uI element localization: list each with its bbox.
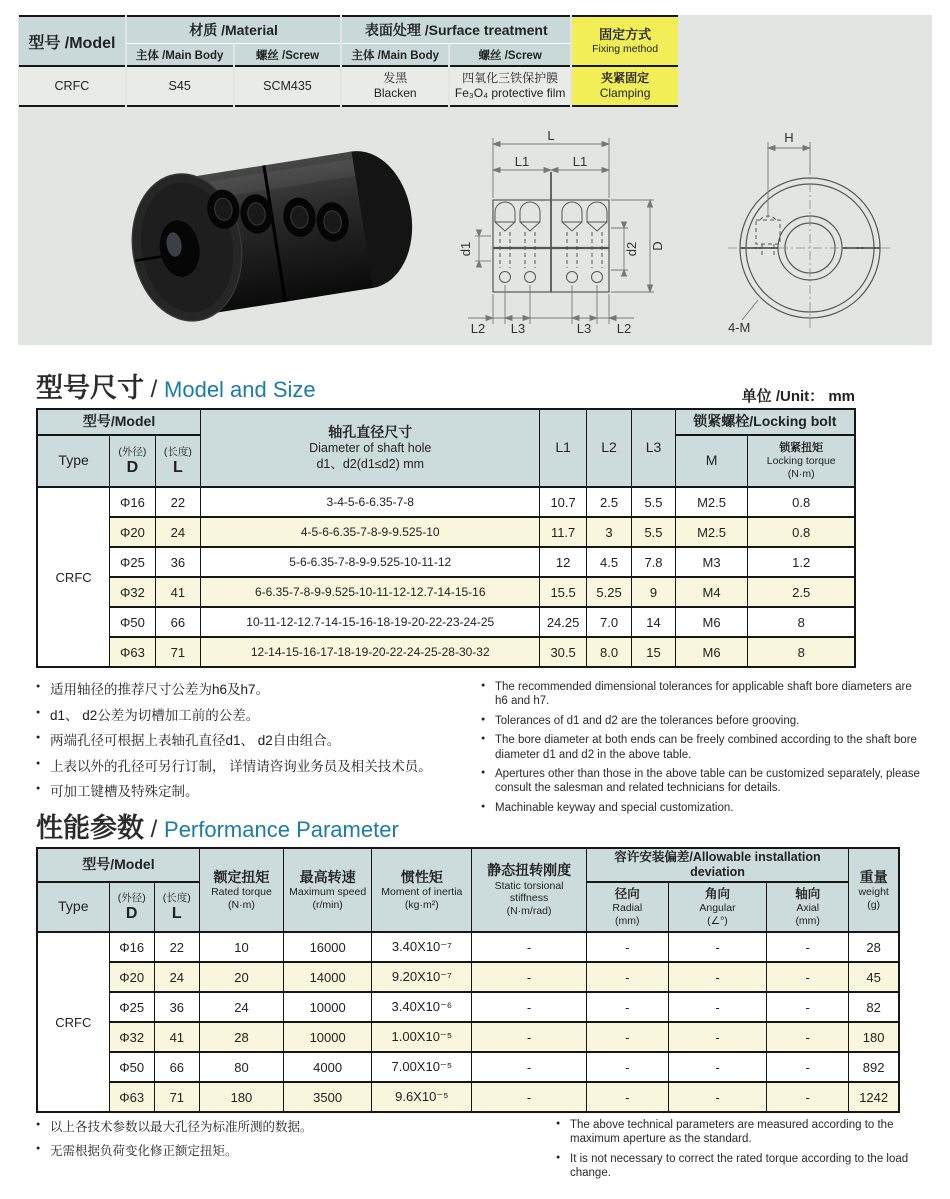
d-cell: Φ20 (109, 962, 154, 992)
l-cell: 71 (154, 1082, 199, 1112)
inertia-cell: 1.00X10⁻⁵ (372, 1022, 472, 1052)
torque-cell: 2.5 (748, 577, 855, 607)
speed-cell: 4000 (284, 1052, 372, 1082)
l3-cell: 15 (632, 637, 675, 667)
speed-cell: 14000 (284, 962, 372, 992)
perf-header-inertia: 惯性矩 Moment of inertia (kg·m²) (372, 848, 472, 932)
l1-cell: 30.5 (540, 637, 586, 667)
torque-cell: 8 (748, 607, 855, 637)
l2-cell: 3 (586, 517, 631, 547)
stiffness-cell: - (472, 962, 586, 992)
dim-label-d1: d1 (458, 241, 473, 257)
product-photo (90, 130, 460, 342)
stiffness-cell: - (472, 1052, 586, 1082)
perf-header-deviation: 容许安装偏差/Allowable installation deviation (586, 848, 849, 882)
torque-cell: 8 (748, 637, 855, 667)
stiffness-cell: - (472, 932, 586, 962)
l-cell: 36 (154, 992, 199, 1022)
spec-material-screw-value: SCM435 (235, 67, 341, 107)
angular-cell: - (668, 932, 766, 962)
size-notes (36, 680, 926, 820)
l2-cell: 4.5 (586, 547, 631, 577)
spec-header-surface-screw: 螺丝 /Screw (450, 44, 570, 67)
d-cell: Φ50 (110, 607, 155, 637)
perf-header-model: 型号/Model (37, 848, 199, 882)
weight-cell: 82 (849, 992, 899, 1022)
weight-cell: 892 (849, 1052, 899, 1082)
size-header-l2: L2 (586, 409, 631, 487)
d-cell: Φ25 (109, 992, 154, 1022)
size-notes-zh: ● 适用轴径的推荐尺寸公差为h6及h7。 ● d1、 d2公差为切槽加工前的公差。 ● 两端孔径可根据上表轴孔直径d1、 d2自由组合。 ● 上表以外的孔径可另行订制， 详情请咨询业务员及相关技术员。 ● 可加工键槽及特殊定制。 (36, 680, 481, 820)
coupling-photo-illustration (90, 130, 460, 342)
spec-table (17, 15, 680, 107)
perf-notes-zh: ● 以上各技术参数以最大孔径为标准所测的数据。 ● 无需根据负荷变化修正额定扭矩。 (36, 1118, 481, 1186)
l-cell: 24 (155, 517, 200, 547)
dim-label-4m: 4-M (728, 320, 751, 335)
size-title-zh: 型号尺寸 (36, 373, 144, 403)
m-cell: M6 (675, 607, 748, 637)
weight-cell: 28 (849, 932, 899, 962)
perf-row-1 (37, 962, 899, 992)
size-row-3 (37, 577, 855, 607)
perf-notes (36, 1118, 926, 1186)
size-header-model: 型号/Model (37, 409, 201, 435)
size-type-cell: CRFC (37, 487, 110, 667)
technical-drawing-end-view (700, 128, 910, 343)
l3-cell: 5.5 (632, 487, 675, 517)
torque-cell: 20 (199, 962, 283, 992)
size-header-l3: L3 (632, 409, 675, 487)
perf-header-max-speed: 最高转速 Maximum speed (r/min) (284, 848, 372, 932)
size-title-en: Model and Size (164, 377, 316, 402)
size-header-l: (长度) L (155, 435, 200, 487)
torque-cell: 180 (199, 1082, 283, 1112)
inertia-cell: 9.6X10⁻⁵ (372, 1082, 472, 1112)
perf-notes-en: ● The above technical parameters are measured according to the maximum aperture as the standard. ● It is not necessary to correct the rated torque according to the load change. (481, 1118, 926, 1186)
dim-label-l2-left: L2 (470, 321, 486, 336)
axial-cell: - (767, 992, 849, 1022)
spec-surface-main-value: 发黑 Blacken (342, 67, 448, 107)
holes-cell: 10-11-12-12.7-14-15-16-18-19-20-22-23-24-25 (201, 607, 540, 637)
m-cell: M3 (675, 547, 748, 577)
perf-title-en: Performance Parameter (164, 817, 399, 842)
l-cell: 41 (154, 1022, 199, 1052)
axial-cell: - (767, 1082, 849, 1112)
speed-cell: 10000 (284, 992, 372, 1022)
l-cell: 36 (155, 547, 200, 577)
axial-cell: - (767, 1022, 849, 1052)
spec-header-surface-main: 主体 /Main Body (342, 44, 448, 67)
holes-cell: 12-14-15-16-17-18-19-20-22-24-25-28-30-32 (201, 637, 540, 667)
spec-header-surface: 表面处理 /Surface treatment (342, 15, 570, 44)
dim-label-l1-right: L1 (572, 154, 588, 169)
d-cell: Φ32 (110, 577, 155, 607)
size-header-shaft-hole: 轴孔直径尺寸 Diameter of shaft hole d1、d2(d1≤d2) mm (201, 409, 540, 487)
d-cell: Φ63 (109, 1082, 154, 1112)
l-cell: 24 (154, 962, 199, 992)
speed-cell: 10000 (284, 1022, 372, 1052)
spec-header-model: 型号 /Model (19, 15, 125, 67)
spec-header-material: 材质 /Material (127, 15, 341, 44)
angular-cell: - (668, 1082, 766, 1112)
l3-cell: 9 (632, 577, 675, 607)
inertia-cell: 7.00X10⁻⁵ (372, 1052, 472, 1082)
perf-header-weight: 重量 weight (g) (849, 848, 899, 932)
perf-row-0 (37, 932, 899, 962)
stiffness-cell: - (472, 1022, 586, 1052)
torque-cell: 0.8 (748, 517, 855, 547)
size-row-4 (37, 607, 855, 637)
d-cell: Φ16 (110, 487, 155, 517)
perf-header-d: (外径) D (109, 882, 154, 932)
radial-cell: - (586, 1022, 668, 1052)
inertia-cell: 3.40X10⁻⁷ (372, 932, 472, 962)
perf-row-5 (37, 1082, 899, 1112)
technical-drawing-side-view (448, 128, 686, 343)
spec-model-value: CRFC (19, 67, 125, 107)
stiffness-cell: - (472, 1082, 586, 1112)
axial-cell: - (767, 932, 849, 962)
size-header-torque: 锁紧扭矩 Locking torque (N·m) (748, 435, 855, 487)
dim-label-h: H (784, 130, 794, 145)
size-row-1 (37, 517, 855, 547)
perf-header-rated-torque: 额定扭矩 Rated torque (N·m) (199, 848, 283, 932)
spec-surface-screw-value: 四氧化三铁保护膜 Fe₃O₄ protective film (450, 67, 570, 107)
m-cell: M4 (675, 577, 748, 607)
radial-cell: - (586, 932, 668, 962)
perf-header-stiffness: 静态扭转刚度 Static torsional stiffness (N·m/rad) (472, 848, 586, 932)
l1-cell: 10.7 (540, 487, 586, 517)
d-cell: Φ50 (109, 1052, 154, 1082)
size-header-l1: L1 (540, 409, 586, 487)
l3-cell: 5.5 (632, 517, 675, 547)
l-cell: 66 (155, 607, 200, 637)
dim-label-l3-right: L3 (576, 321, 592, 336)
dim-label-d-outer: D (650, 241, 665, 251)
speed-cell: 3500 (284, 1082, 372, 1112)
holes-cell: 6-6.35-7-8-9-9.525-10-11-12-12.7-14-15-16 (201, 577, 540, 607)
perf-header-axial: 轴向 Axial (mm) (767, 882, 849, 932)
l-cell: 22 (155, 487, 200, 517)
torque-cell: 10 (199, 932, 283, 962)
d-cell: Φ20 (110, 517, 155, 547)
spec-header-material-main: 主体 /Main Body (127, 44, 233, 67)
angular-cell: - (668, 992, 766, 1022)
torque-cell: 1.2 (748, 547, 855, 577)
dim-label-d2: d2 (624, 241, 639, 257)
perf-type-cell: CRFC (37, 932, 109, 1112)
perf-row-3 (37, 1022, 899, 1052)
m-cell: M2.5 (675, 517, 748, 547)
angular-cell: - (668, 962, 766, 992)
size-row-5 (37, 637, 855, 667)
radial-cell: - (586, 1082, 668, 1112)
perf-header-type: Type (37, 882, 109, 932)
l2-cell: 5.25 (586, 577, 631, 607)
dim-label-l2-right: L2 (616, 321, 632, 336)
m-cell: M6 (675, 637, 748, 667)
weight-cell: 45 (849, 962, 899, 992)
size-notes-en: ● The recommended dimensional tolerances for applicable shaft bore diameters are h6 and h7. ● Tolerances of d1 and d2 are the tolerances before grooving. ● The bore diameter at both ends can be freely combined according to the shaft bore diameter d1 and d2 in the above table. ● Apertures other than those in the above table can be customized separately, please consult the salesman and related technicians for details. ● Machinable keyway and special customization. (481, 680, 926, 820)
torque-cell: 0.8 (748, 487, 855, 517)
l2-cell: 7.0 (586, 607, 631, 637)
perf-row-4 (37, 1052, 899, 1082)
l-cell: 41 (155, 577, 200, 607)
holes-cell: 4-5-6-6.35-7-8-9-9.525-10 (201, 517, 540, 547)
spec-material-main-value: S45 (127, 67, 233, 107)
speed-cell: 16000 (284, 932, 372, 962)
l-cell: 66 (154, 1052, 199, 1082)
stiffness-cell: - (472, 992, 586, 1022)
perf-title-zh: 性能参数 (36, 813, 144, 843)
dim-label-l3-left: L3 (510, 321, 526, 336)
perf-row-2 (37, 992, 899, 1022)
d-cell: Φ25 (110, 547, 155, 577)
size-header-d: (外径) D (110, 435, 155, 487)
perf-header-l: (长度) L (154, 882, 199, 932)
spec-fixing-value: 夹紧固定 Clamping (572, 67, 678, 107)
performance-table (36, 847, 900, 1113)
torque-cell: 24 (199, 992, 283, 1022)
l-cell: 71 (155, 637, 200, 667)
holes-cell: 3-4-5-6-6.35-7-8 (201, 487, 540, 517)
l2-cell: 8.0 (586, 637, 631, 667)
holes-cell: 5-6-6.35-7-8-9-9.525-10-11-12 (201, 547, 540, 577)
l2-cell: 2.5 (586, 487, 631, 517)
size-section-title: 型号尺寸 / Model and Size (36, 373, 316, 403)
l1-cell: 11.7 (540, 517, 586, 547)
perf-section-title: 性能参数 / Performance Parameter (36, 813, 399, 843)
size-header-m: M (675, 435, 748, 487)
size-header-type: Type (37, 435, 110, 487)
spec-header-material-screw: 螺丝 /Screw (235, 44, 341, 67)
perf-header-radial: 径向 Radial (mm) (586, 882, 668, 932)
dim-label-l: L (547, 128, 555, 143)
l1-cell: 15.5 (540, 577, 586, 607)
d-cell: Φ16 (109, 932, 154, 962)
inertia-cell: 3.40X10⁻⁶ (372, 992, 472, 1022)
size-table (36, 408, 856, 668)
d-cell: Φ63 (110, 637, 155, 667)
axial-cell: - (767, 1052, 849, 1082)
axial-cell: - (767, 962, 849, 992)
l3-cell: 14 (632, 607, 675, 637)
radial-cell: - (586, 962, 668, 992)
d-cell: Φ32 (109, 1022, 154, 1052)
torque-cell: 80 (199, 1052, 283, 1082)
radial-cell: - (586, 1052, 668, 1082)
l3-cell: 7.8 (632, 547, 675, 577)
size-header-locking-bolt: 锁紧螺栓/Locking bolt (675, 409, 855, 435)
size-row-0 (37, 487, 855, 517)
weight-cell: 1242 (849, 1082, 899, 1112)
weight-cell: 180 (849, 1022, 899, 1052)
perf-header-angular: 角向 Angular (∠°) (668, 882, 766, 932)
l1-cell: 24.25 (540, 607, 586, 637)
inertia-cell: 9.20X10⁻⁷ (372, 962, 472, 992)
angular-cell: - (668, 1052, 766, 1082)
angular-cell: - (668, 1022, 766, 1052)
l1-cell: 12 (540, 547, 586, 577)
unit-label: 单位 /Unit： mm (741, 388, 855, 405)
l-cell: 22 (154, 932, 199, 962)
m-cell: M2.5 (675, 487, 748, 517)
spec-header-fixing: 固定方式 Fixing method (572, 15, 678, 67)
torque-cell: 28 (199, 1022, 283, 1052)
radial-cell: - (586, 992, 668, 1022)
dim-label-l1-left: L1 (514, 154, 530, 169)
size-row-2 (37, 547, 855, 577)
